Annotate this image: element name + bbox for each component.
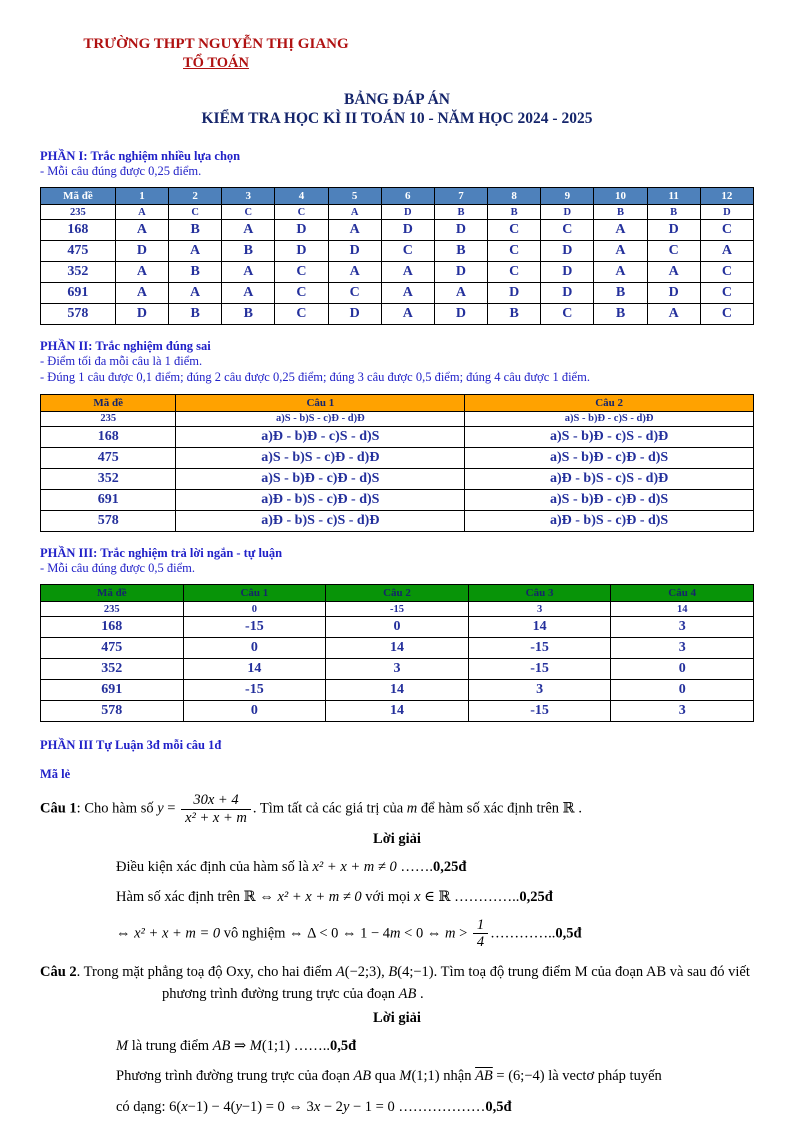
table-cell: A: [115, 220, 168, 241]
table-cell: a)S - b)S - c)Đ - d)Đ: [176, 411, 465, 426]
table-cell: D: [115, 304, 168, 325]
text-run: Phương trình đường trung trực của đoạn: [116, 1068, 354, 1085]
text-run: Điều kiện xác định của hàm số là: [116, 858, 313, 875]
table-cell: C: [700, 262, 753, 283]
table-row: [41, 680, 754, 701]
part2-heading: PHẦN II: Trắc nghiệm đúng sai: [40, 339, 211, 354]
cau1-solution-line: [116, 856, 754, 878]
table-cell: 14: [326, 680, 469, 701]
table-cell: a)S - b)S - c)Đ - d)Đ: [176, 447, 465, 468]
table-cell: -15: [183, 617, 326, 638]
table-cell: C: [488, 241, 541, 262]
table-cell: 691: [41, 489, 176, 510]
table-cell: 0: [611, 659, 754, 680]
table-row: [41, 205, 754, 220]
table-cell: 14: [183, 659, 326, 680]
column-header: Mã đề: [41, 394, 176, 411]
column-header: 5: [328, 188, 381, 205]
table-cell: D: [381, 205, 434, 220]
column-header: 12: [700, 188, 753, 205]
section-part1: [40, 149, 754, 326]
table-cell: a)S - b)Đ - c)S - d)Đ: [465, 426, 754, 447]
school-header: [56, 36, 376, 72]
part2-note-2: - Đúng 1 câu được 0,1 điểm; đúng 2 câu được 0,25 điểm; đúng 3 câu được 0,5 điểm; đúng 4 câu được 1 điểm.: [40, 370, 590, 384]
table-cell: A: [222, 220, 275, 241]
table-cell: 352: [41, 262, 116, 283]
table-cell: C: [541, 220, 594, 241]
text-run: y: [157, 800, 164, 817]
table-cell: C: [275, 283, 328, 304]
table-cell: 475: [41, 638, 184, 659]
table-cell: 0: [183, 638, 326, 659]
text-run: ,: [381, 963, 389, 980]
text-run: = (6;−4) là vectơ pháp tuyến: [492, 1068, 662, 1085]
exam-code-label: Mã lẻ: [40, 767, 71, 782]
table-row: [41, 510, 754, 531]
table-cell: D: [488, 283, 541, 304]
table-cell: -15: [468, 638, 611, 659]
cau1-solution-line: [116, 886, 754, 908]
column-header: Câu 1: [183, 585, 326, 602]
table-cell: B: [594, 283, 647, 304]
table-cell: A: [381, 262, 434, 283]
text-run: x² + x + m = 0: [134, 925, 221, 942]
table-cell: B: [647, 205, 700, 220]
table-cell: 14: [611, 602, 754, 617]
table-cell: a)Đ - b)S - c)Đ - d)S: [465, 510, 754, 531]
column-header: Mã đề: [41, 585, 184, 602]
table-cell: D: [700, 205, 753, 220]
text-run: vô nghiệm ⇔ Δ < 0 ⇔ 1 − 4: [220, 925, 391, 942]
text-run: ∈ ℝ …………..: [420, 889, 520, 906]
department-name: TỔ TOÁN: [183, 55, 249, 71]
table-header-row: [41, 394, 754, 411]
text-run: M: [116, 1037, 129, 1054]
table-row: [41, 241, 754, 262]
column-header: 2: [169, 188, 222, 205]
text-run: …….: [396, 858, 433, 875]
table-cell: A: [434, 283, 487, 304]
table-cell: A: [328, 220, 381, 241]
text-run: x: [414, 889, 421, 906]
cau1-statement: [40, 792, 754, 826]
table-cell: D: [647, 220, 700, 241]
table-cell: A: [115, 262, 168, 283]
table-cell: A: [169, 241, 222, 262]
text-run: y: [235, 1098, 242, 1115]
table-cell: C: [381, 241, 434, 262]
table-cell: A: [594, 262, 647, 283]
table-cell: B: [488, 205, 541, 220]
text-run: (1;1): [411, 1068, 440, 1085]
essay-heading: PHẦN III Tự Luận 3đ mỗi câu 1đ: [40, 738, 222, 753]
table-cell: C: [700, 283, 753, 304]
table-cell: 0: [183, 701, 326, 722]
text-run: …………..: [490, 925, 556, 942]
table-cell: B: [488, 304, 541, 325]
text-run: x: [313, 1098, 321, 1115]
table-cell: 475: [41, 447, 176, 468]
table-cell: D: [647, 283, 700, 304]
table-row: [41, 411, 754, 426]
table-cell: A: [115, 205, 168, 220]
cau2-solution-line: [116, 1035, 754, 1057]
text-run: M: [399, 1068, 412, 1085]
table-row: [41, 304, 754, 325]
text-run: nhận: [439, 1068, 476, 1085]
table-cell: B: [169, 220, 222, 241]
text-run: 0,25đ: [432, 858, 467, 875]
table-cell: D: [541, 262, 594, 283]
text-run: với mọi: [361, 889, 415, 906]
table-cell: 578: [41, 510, 176, 531]
text-run: AB: [212, 1037, 231, 1054]
text-run: 0,25đ: [519, 889, 553, 906]
table-row: [41, 701, 754, 722]
cau2-solution-line: [116, 1096, 754, 1118]
table-cell: -15: [468, 659, 611, 680]
table-cell: 3: [611, 638, 754, 659]
table-cell: 3: [468, 680, 611, 701]
text-run: . Trong mặt phẳng toạ độ Oxy, cho hai điểm: [76, 963, 336, 980]
table-cell: a)S - b)Đ - c)Đ - d)S: [176, 468, 465, 489]
table-cell: A: [647, 262, 700, 283]
table-cell: D: [541, 241, 594, 262]
table-cell: 352: [41, 468, 176, 489]
table-cell: A: [381, 304, 434, 325]
table-cell: D: [115, 241, 168, 262]
column-header: 3: [222, 188, 275, 205]
text-run: − 1 = 0 ………………: [349, 1098, 486, 1115]
text-run: : Cho hàm số: [76, 800, 158, 817]
table-header-row: [41, 188, 754, 205]
table-cell: 352: [41, 659, 184, 680]
table-row: [41, 489, 754, 510]
table-cell: 0: [183, 602, 326, 617]
table-cell: -15: [326, 602, 469, 617]
fraction: $\frac{30x + 4}{\text{x² + x + m}}$: [181, 792, 251, 826]
column-header: 6: [381, 188, 434, 205]
title-line-1: BẢNG ĐÁP ÁN: [344, 91, 450, 108]
text-run: < 0 ⇔: [400, 925, 445, 942]
table-cell: C: [700, 220, 753, 241]
table-cell: -15: [183, 680, 326, 701]
text-run: x: [181, 1098, 188, 1115]
column-header: Mã đề: [41, 188, 116, 205]
column-header: 11: [647, 188, 700, 205]
column-header: 8: [488, 188, 541, 205]
table-cell: 0: [611, 680, 754, 701]
table-cell: 14: [326, 638, 469, 659]
table-cell: A: [328, 262, 381, 283]
table-cell: 168: [41, 617, 184, 638]
part2-note-1: - Điểm tối đa mỗi câu là 1 điểm.: [40, 354, 203, 369]
text-run: =: [163, 800, 180, 817]
cau2-solution-label: Lời giải: [373, 1009, 421, 1026]
text-run: là trung điểm: [128, 1037, 213, 1054]
table-cell: A: [328, 205, 381, 220]
cau2-statement: [40, 961, 754, 1006]
text-run: y: [342, 1098, 350, 1115]
part3-heading: PHẦN III: Trắc nghiệm trả lời ngắn - tự luận: [40, 545, 283, 560]
table-row: [41, 262, 754, 283]
part3-note: - Mỗi câu đúng được 0,5 điểm.: [40, 560, 196, 575]
table-cell: D: [434, 262, 487, 283]
table-cell: 691: [41, 283, 116, 304]
table-cell: D: [434, 304, 487, 325]
table-cell: D: [541, 283, 594, 304]
text-run: Câu 1: [40, 800, 77, 817]
table-row: [41, 602, 754, 617]
text-run: −1) = 0 ⇔ 3: [241, 1098, 314, 1115]
table-cell: C: [541, 304, 594, 325]
text-run: ⇔: [116, 925, 135, 942]
table-row: [41, 220, 754, 241]
title-line-2: KIỂM TRA HỌC KÌ II TOÁN 10 - NĂM HỌC 2024 - 2025: [201, 110, 593, 128]
table-cell: a)S - b)Đ - c)S - d)Đ: [465, 411, 754, 426]
text-run: Hàm số xác định trên ℝ ⇔: [116, 889, 278, 906]
table-cell: -15: [468, 701, 611, 722]
table-cell: D: [275, 241, 328, 262]
table-cell: D: [328, 241, 381, 262]
table-cell: B: [169, 262, 222, 283]
essay-section: [40, 738, 754, 1118]
table-cell: a)Đ - b)S - c)S - d)Đ: [465, 468, 754, 489]
part2-answer-table: [40, 394, 754, 532]
table-row: [41, 447, 754, 468]
part1-heading: PHẦN I: Trắc nghiệm nhiều lựa chọn: [40, 148, 241, 163]
text-run: có dạng: 6(: [116, 1098, 182, 1115]
column-header: Câu 4: [611, 585, 754, 602]
text-run: 0,5đ: [329, 1037, 357, 1054]
table-cell: 0: [326, 617, 469, 638]
text-run: m: [406, 800, 418, 817]
column-header: 9: [541, 188, 594, 205]
table-cell: C: [275, 205, 328, 220]
text-run: − 2: [320, 1098, 343, 1115]
school-name: TRƯỜNG THPT NGUYỄN THỊ GIANG: [83, 36, 349, 52]
table-cell: 3: [468, 602, 611, 617]
table-cell: 235: [41, 411, 176, 426]
table-cell: a)S - b)Đ - c)Đ - d)S: [465, 447, 754, 468]
text-run: qua: [371, 1068, 400, 1085]
table-cell: D: [434, 220, 487, 241]
text-run: (4;−1): [397, 963, 434, 980]
column-header: 4: [275, 188, 328, 205]
table-cell: B: [434, 205, 487, 220]
text-run: AB: [353, 1068, 372, 1085]
part3-answer-table: [40, 584, 754, 722]
column-header: Câu 2: [465, 394, 754, 411]
table-row: [41, 638, 754, 659]
table-cell: a)Đ - b)Đ - c)S - d)S: [176, 426, 465, 447]
table-cell: 168: [41, 220, 116, 241]
part1-note: - Mỗi câu đúng được 0,25 điểm.: [40, 163, 202, 178]
table-cell: C: [488, 262, 541, 283]
table-cell: 3: [611, 701, 754, 722]
table-cell: B: [222, 304, 275, 325]
text-run: để hàm số xác định trên ℝ .: [417, 800, 582, 817]
table-cell: C: [700, 304, 753, 325]
text-run: ⇒: [230, 1037, 250, 1054]
text-run: 0,5đ: [555, 925, 582, 942]
text-run: A: [335, 963, 345, 980]
table-cell: A: [222, 283, 275, 304]
table-cell: a)Đ - b)S - c)S - d)Đ: [176, 510, 465, 531]
column-header: Câu 3: [468, 585, 611, 602]
text-run: . Tìm tất cả các giá trị của: [252, 800, 407, 817]
table-cell: D: [275, 220, 328, 241]
table-cell: a)Đ - b)S - c)Đ - d)S: [176, 489, 465, 510]
text-run: x² + x + m ≠ 0: [277, 889, 362, 906]
column-header: 7: [434, 188, 487, 205]
table-cell: 3: [326, 659, 469, 680]
text-run: . Tìm toạ độ trung điểm M của đoạn AB và sau đó viết phương trình đường trung trực của đoạn: [162, 963, 750, 1003]
table-row: [41, 283, 754, 304]
table-cell: 168: [41, 426, 176, 447]
column-header: Câu 2: [326, 585, 469, 602]
table-cell: 691: [41, 680, 184, 701]
text-run: −1) − 4(: [187, 1098, 236, 1115]
part1-answer-table: [40, 187, 754, 325]
table-cell: A: [647, 304, 700, 325]
table-cell: A: [115, 283, 168, 304]
text-run: m: [444, 925, 456, 942]
table-cell: B: [169, 304, 222, 325]
table-cell: A: [594, 241, 647, 262]
cau1-solution-label: Lời giải: [373, 830, 421, 847]
table-cell: C: [647, 241, 700, 262]
table-cell: 578: [41, 304, 116, 325]
table-cell: A: [169, 283, 222, 304]
text-run: x² + x + m ≠ 0: [312, 858, 397, 875]
table-cell: A: [700, 241, 753, 262]
text-run: $\overline{AB}$: [475, 1068, 493, 1085]
document-title: [40, 90, 754, 129]
text-run: (−2;3): [344, 963, 382, 980]
cau2-solution-line: [116, 1065, 754, 1087]
text-run: (1;1): [261, 1037, 291, 1054]
text-run: AB: [398, 986, 417, 1003]
text-run: M: [249, 1037, 262, 1054]
column-header: 1: [115, 188, 168, 205]
text-run: >: [455, 925, 471, 942]
table-cell: D: [541, 205, 594, 220]
text-run: ……..: [290, 1037, 330, 1054]
table-cell: 235: [41, 602, 184, 617]
table-cell: a)S - b)Đ - c)Đ - d)S: [465, 489, 754, 510]
table-cell: 578: [41, 701, 184, 722]
section-part2: [40, 339, 754, 531]
table-cell: 475: [41, 241, 116, 262]
table-row: [41, 468, 754, 489]
table-cell: B: [594, 304, 647, 325]
table-cell: D: [381, 220, 434, 241]
table-cell: C: [275, 304, 328, 325]
table-cell: 235: [41, 205, 116, 220]
table-row: [41, 659, 754, 680]
table-cell: C: [169, 205, 222, 220]
cau1-solution-line: [116, 917, 754, 951]
table-cell: B: [222, 241, 275, 262]
table-row: [41, 426, 754, 447]
table-cell: A: [381, 283, 434, 304]
fraction: $\frac{1}{4}$: [473, 917, 488, 951]
table-cell: C: [328, 283, 381, 304]
text-run: m: [390, 925, 401, 942]
table-cell: A: [594, 220, 647, 241]
table-cell: D: [328, 304, 381, 325]
table-row: [41, 617, 754, 638]
text-run: Câu 2: [40, 963, 77, 980]
text-run: B: [388, 963, 398, 980]
table-cell: B: [594, 205, 647, 220]
text-run: .: [416, 986, 424, 1003]
table-header-row: [41, 585, 754, 602]
table-cell: C: [222, 205, 275, 220]
column-header: 10: [594, 188, 647, 205]
table-cell: 14: [468, 617, 611, 638]
table-cell: C: [488, 220, 541, 241]
table-cell: A: [222, 262, 275, 283]
table-cell: B: [434, 241, 487, 262]
table-cell: 3: [611, 617, 754, 638]
table-cell: 14: [326, 701, 469, 722]
column-header: Câu 1: [176, 394, 465, 411]
section-part3: [40, 546, 754, 723]
text-run: 0,5đ: [485, 1098, 512, 1115]
table-cell: C: [275, 262, 328, 283]
